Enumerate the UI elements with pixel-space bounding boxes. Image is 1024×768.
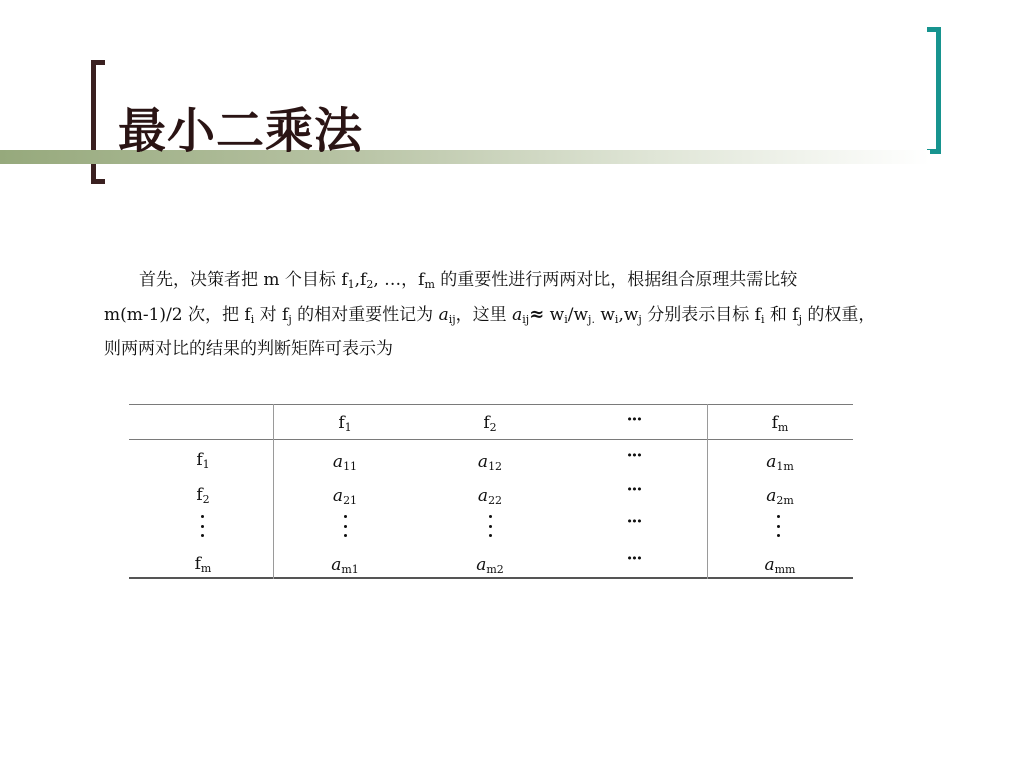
text-span: w: [594, 304, 615, 325]
table-column-divider: [707, 404, 708, 579]
text-span: ，这里: [455, 304, 513, 325]
subscript: m: [424, 278, 435, 291]
subscript: j: [638, 312, 642, 326]
text-span: 首先，决策者把 m 个目标 f: [139, 270, 348, 290]
matrix-cell: $a_{22}$: [477, 486, 503, 507]
vertical-ellipsis: [197, 515, 207, 537]
subscript: i: [760, 312, 765, 326]
matrix-cell: $a_{1m}$: [766, 452, 794, 473]
matrix-cell: $a_{m2}$: [476, 555, 504, 576]
variable-a: a: [438, 304, 449, 325]
text-span: , …，f: [373, 270, 425, 290]
vertical-ellipsis: [773, 515, 783, 537]
subscript: ij: [522, 312, 530, 326]
text-span: 和 f: [764, 304, 799, 325]
text-span: ,f: [354, 270, 367, 290]
text-span: 的相对重要性记为: [291, 304, 439, 325]
slide-title: 最小二乘法: [118, 103, 364, 159]
paragraph-line-2: [104, 298, 876, 333]
table-header-rule: [129, 439, 853, 440]
variable-a: a: [512, 304, 523, 325]
text-span: /w: [567, 304, 589, 325]
right-bracket-decoration: [927, 27, 941, 154]
approx-symbol: ≈: [529, 303, 545, 325]
vertical-ellipsis: [485, 515, 495, 537]
row-header-f2: $f_2$: [196, 485, 210, 506]
table-top-rule: [129, 404, 853, 405]
matrix-cell-ellipsis: ···: [626, 446, 642, 466]
matrix-cell: $a_{11}$: [332, 452, 358, 473]
left-bracket-decoration: [91, 60, 105, 184]
column-header-fm: $f_m$: [771, 413, 789, 434]
matrix-cell: $a_{12}$: [477, 452, 503, 473]
text-span: 的重要性进行两两对比，根据组合原理共需比较: [434, 270, 798, 290]
matrix-cell-ellipsis: ···: [626, 512, 642, 532]
matrix-cell: $a_{m1}$: [331, 555, 359, 576]
matrix-cell-ellipsis: ···: [626, 549, 642, 569]
subscript: i: [564, 312, 568, 326]
text-span: m(m-1)/2 次，把 f: [104, 304, 251, 325]
column-header-f1: $f_1$: [338, 413, 352, 434]
paragraph-line-1: [104, 263, 864, 298]
text-span: ,w: [618, 304, 639, 325]
text-span: 分别表示目标 f: [641, 304, 761, 325]
row-header-f1: $f_1$: [196, 450, 210, 471]
column-header-ellipsis: ···: [626, 410, 642, 430]
subscript: ij: [448, 312, 456, 326]
paragraph-line-3: 则两两对比的结果的判断矩阵可表示为: [104, 339, 393, 359]
row-header-fm: $f_m$: [194, 554, 212, 575]
judgment-matrix-table: [129, 404, 853, 578]
matrix-cell: $a_{21}$: [332, 486, 358, 507]
table-column-divider: [273, 404, 274, 579]
subscript: i: [614, 312, 619, 326]
matrix-cell-ellipsis: ···: [626, 480, 642, 500]
body-paragraph: [104, 263, 876, 367]
subscript: j: [798, 312, 803, 326]
text-span: w: [544, 304, 565, 325]
subscript: 1: [347, 278, 355, 291]
subscript: j: [288, 312, 292, 326]
text-span: 的权重，: [802, 304, 876, 325]
text-span: 对 f: [254, 304, 289, 325]
subscript: i: [250, 312, 255, 326]
matrix-cell: $a_{2m}$: [766, 486, 794, 507]
column-header-f2: $f_2$: [483, 413, 497, 434]
vertical-ellipsis: [340, 515, 350, 537]
table-bottom-rule: [129, 577, 853, 579]
matrix-cell: $a_{mm}$: [764, 555, 796, 576]
subscript: j.: [588, 312, 595, 326]
subscript: 2: [366, 278, 374, 291]
